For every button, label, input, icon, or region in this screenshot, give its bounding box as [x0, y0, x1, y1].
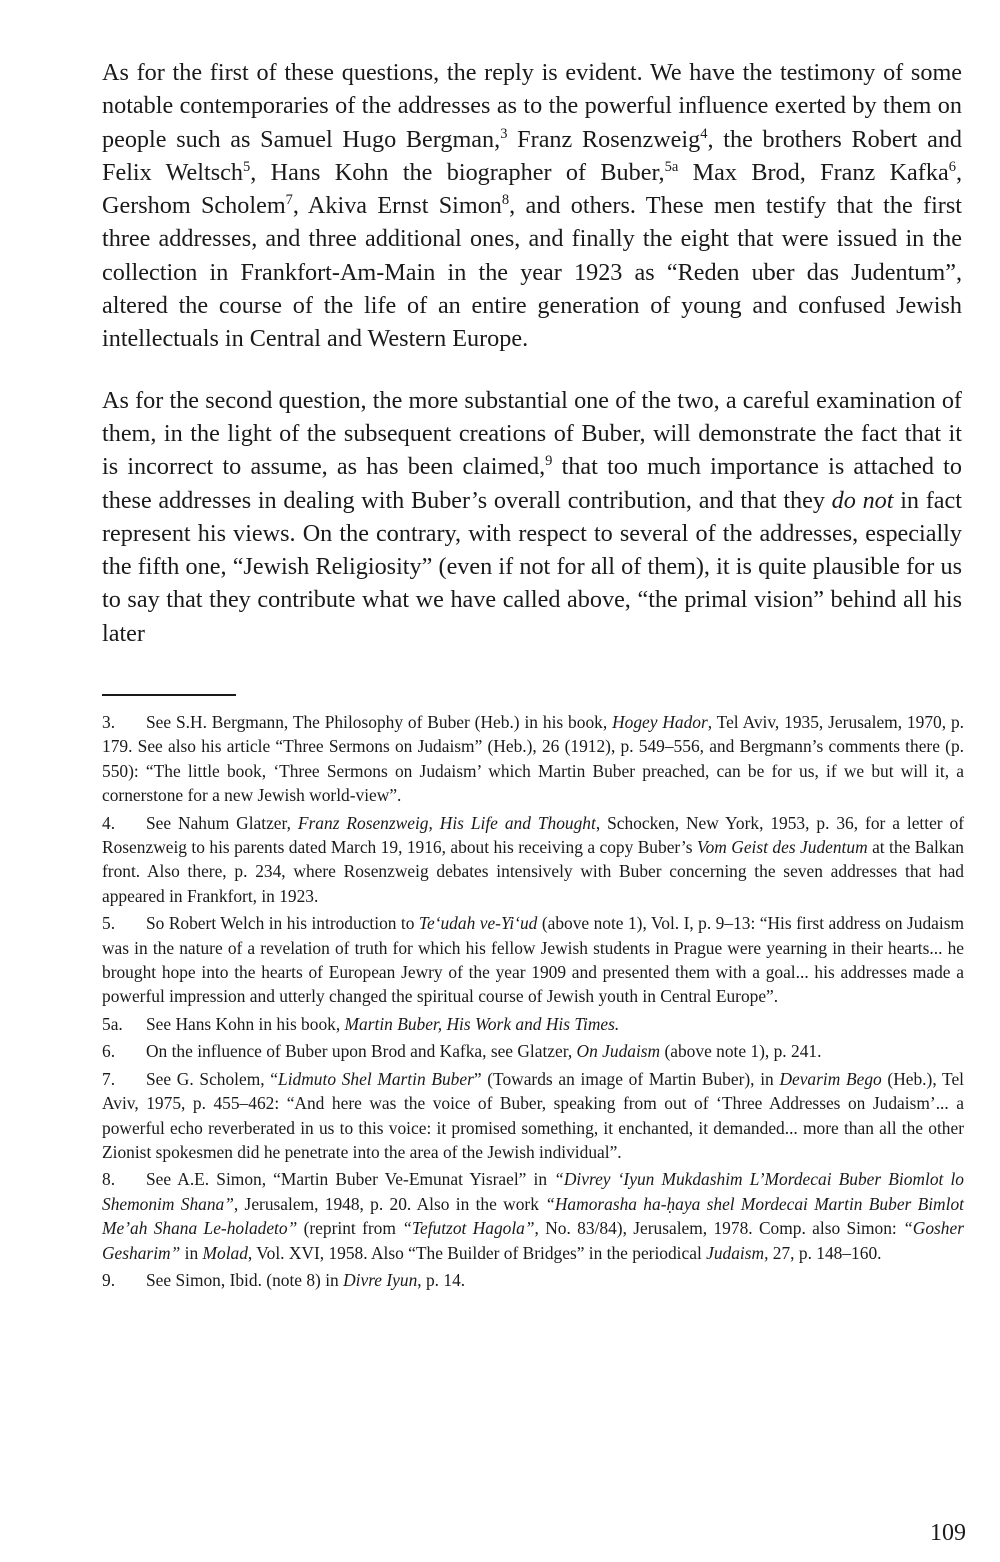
italic-title: “Tefutzot Hagola”	[402, 1218, 535, 1239]
text-run: Max Brod, Franz Kafka	[678, 158, 949, 186]
footnote-7	[102, 1067, 964, 1165]
footnote-5a	[102, 1012, 964, 1036]
text-run: in fact represent his views. On the contrary, with respect to several of the addresses, especially the fifth one, “Jewish Religiosity” (even if not for all of them), it is quite plausible for us to say that they contribute what we have called above, “the primal vision” behind all his later	[102, 486, 962, 647]
text-run: See Nahum Glatzer,	[146, 812, 298, 833]
text-run: , Hans Kohn the biographer of Buber,	[250, 158, 665, 186]
italic-title: Te‘udah ve-Yi‘ud	[418, 913, 538, 934]
footnote-number: 7.	[102, 1068, 116, 1089]
text-run: See Simon, Ibid. (note 8) in	[146, 1269, 344, 1290]
text-run: , Schocken, New York, 1953, p. 36, for a letter of Rosenzweig to his parents dated March 19, 1916, about his receiving a copy Buber’s	[102, 812, 965, 858]
footnote-divider	[102, 694, 236, 696]
text-run: , Jerusalem, 1948, p. 20. Also in the work	[233, 1193, 546, 1214]
text-run: , Vol. XVI, 1958. Also “The Builder of Bridges” in the periodical	[247, 1242, 707, 1263]
footnote-ref-7: 7	[285, 192, 293, 209]
text-run: , the brothers Robert and Felix Weltsch	[102, 125, 963, 186]
text-run: (Heb.), Tel Aviv, 1975, p. 455–462: “And here was the voice of Buber, speaking from out of ‘Three Addresses on Judaism’... a powerful echo reverberated in us to this voice: it promised something, it enchanted, it demanded... more than all the other Zionist spokesmen did he penetrate into the area of the Jewish individual”.	[102, 1068, 965, 1162]
italic-title: Hogey Hador	[612, 712, 708, 732]
emphasis: do not	[831, 486, 894, 514]
footnote-number: 3.	[102, 712, 116, 732]
text-run: that too much importance is attached to these addresses in dealing with Buber’s overall contribution, and that they	[102, 453, 963, 514]
text-run: Franz Rosenzweig	[507, 125, 701, 153]
italic-title: “Divrey ‘Iyun Mukdashim L’Mordecai Buber Biomlot lo Shemonim Shana”	[102, 1169, 965, 1214]
italic-title: Judaism	[706, 1242, 765, 1263]
text-run: , p. 14.	[417, 1269, 466, 1290]
italic-title: “Gosher Gesharim”	[102, 1218, 964, 1263]
text-run: So Robert Welch in his introduction to	[146, 913, 419, 934]
text-run: , Tel Aviv, 1935, Jerusalem, 1970, p. 179. See also his article “Three Sermons on Judaism” (Heb.), 26 (1912), p. 549–556, and Bergmann’s comments there (p. 550): “The little book, ‘Three Sermons on Judaism’ which Martin Buber preached, can be for us, if we but will it, a cornerstone for a new Jewish world-view”.	[102, 712, 964, 806]
italic-title: Franz Rosenzweig, His Life and Thought	[297, 812, 596, 833]
footnote-ref-6: 6	[948, 158, 956, 175]
italic-title: On Judaism	[576, 1041, 661, 1062]
footnote-number: 9.	[102, 1269, 116, 1290]
footnote-6	[102, 1039, 964, 1063]
paragraph-1	[102, 56, 962, 356]
italic-title: Divre Iyun	[343, 1269, 418, 1290]
footnote-5	[102, 911, 964, 1009]
text-run: On the influence of Buber upon Brod and Kafka, see Glatzer,	[146, 1041, 577, 1062]
footnote-ref-5: 5	[242, 158, 251, 175]
footnote-number: 5a.	[102, 1013, 123, 1034]
paragraph-2	[102, 384, 962, 650]
text-run: (above note 1), p. 241.	[660, 1041, 822, 1062]
text-run: in	[180, 1242, 203, 1263]
footnotes	[102, 710, 964, 1295]
text-run: , Gershom Scholem	[102, 158, 962, 220]
text-run: (reprint from	[297, 1218, 403, 1239]
footnote-4	[102, 811, 964, 909]
footnote-ref-3: 3	[500, 125, 508, 142]
text-run: (above note 1), Vol. I, p. 9–13: “His first address on Judaism was in the nature of a revelation of truth for which his fellow Jewish students in Prague were yearning in their hearts... he brought hope into the hearts of European Jewry of the year 1909 and presented them with a goal... his addresses made a powerful impression and utterly changed the spiritual course of Jewish youth in Central Europe”.	[102, 913, 964, 1007]
footnote-number: 6.	[102, 1041, 116, 1062]
italic-title: Lidmuto Shel Martin Buber	[278, 1068, 474, 1089]
footnote-ref-4: 4	[700, 125, 708, 142]
footnote-ref-5a: 5a	[664, 158, 679, 175]
text-run: , and others. These men testify that the first three addresses, and three additional ones, and finally the eight that were issued in the collection in Frankfort-Am-Main in the year 1923 as “Reden uber das Judentum”, altered the course of the life of an entire generation of young and confused Jewish intellectuals in Central and Western Europe.	[102, 192, 962, 353]
text-run: , Akiva Ernst Simon	[292, 192, 502, 220]
footnote-9	[102, 1268, 964, 1292]
footnote-number: 4.	[102, 812, 116, 833]
italic-title: Vom Geist des Judentum	[696, 837, 868, 858]
text-run: , 27, p. 148–160.	[764, 1242, 882, 1263]
italic-title: Martin Buber, His Work and His Times.	[344, 1013, 620, 1034]
footnote-number: 5.	[102, 913, 116, 934]
italic-title: Molad	[202, 1242, 248, 1263]
text-run: See G. Scholem, “	[146, 1068, 279, 1089]
footnote-number: 8.	[102, 1169, 116, 1190]
footnote-ref-8: 8	[501, 192, 510, 209]
footnote-3	[102, 710, 964, 808]
footnote-ref-9: 9	[545, 453, 553, 470]
body-text	[102, 56, 962, 678]
text-run: As for the second question, the more substantial one of the two, a careful examination of them, in the light of the subsequent creations of Buber, will demonstrate the fact that it is incorrect to assume, as has been claimed,	[102, 386, 962, 481]
text-run: See Hans Kohn in his book,	[146, 1013, 345, 1034]
page-number: 109	[930, 1520, 966, 1546]
text-run: at the Balkan front. Also there, p. 234, where Rosenzweig debates intensively with Buber concerning the seven addresses that had appeared in Frankfort, in 1923.	[102, 837, 964, 906]
italic-title: “Hamorasha ha-ḥaya shel Mordecai Martin Buber Bimlot Me’ah Shana Le-holadeto”	[102, 1193, 964, 1239]
text-run: See A.E. Simon, “Martin Buber Ve-Emunat Yisrael” in	[146, 1169, 555, 1190]
text-run: As for the first of these questions, the reply is evident. We have the testimony of some notable contemporaries of the addresses as to the powerful influence exerted by them on people such as Samuel Hugo Bergman,	[102, 59, 962, 153]
text-run: See S.H. Bergmann, The Philosophy of Buber (Heb.) in his book,	[146, 712, 613, 732]
footnote-8	[102, 1167, 964, 1265]
text-run: , No. 83/84), Jerusalem, 1978. Comp. also Simon:	[534, 1218, 904, 1239]
italic-title: Devarim Bego	[779, 1068, 882, 1089]
text-run: ” (Towards an image of Martin Buber), in	[473, 1068, 780, 1089]
